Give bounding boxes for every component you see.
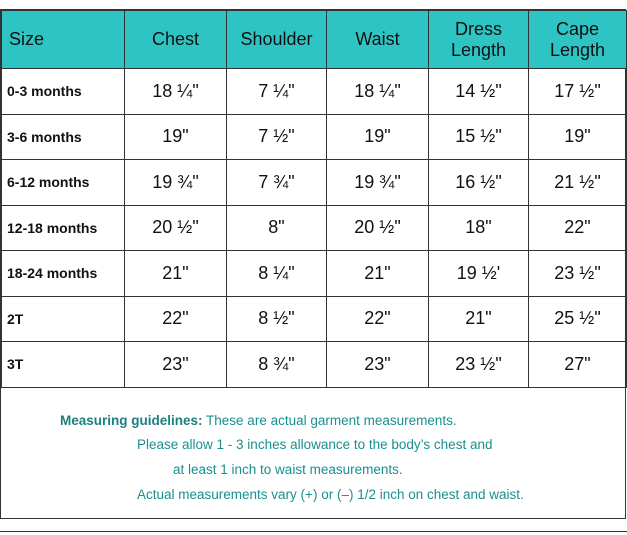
header-text: Chest [151,29,200,49]
measurement-cell: 20 ½" [327,205,429,251]
header-text: Length [549,39,606,60]
measurement-cell: 7 ½" [227,114,327,160]
size-label-cell: 3T [2,342,125,388]
guideline-lead: Measuring guidelines: [60,413,203,428]
header-text: Waist [355,29,400,49]
measurement-cell: 19" [327,114,429,160]
measurement-cell: 21" [125,251,227,297]
guideline-text-1: These are actual garment measurements. [202,413,457,428]
measurement-cell: 23" [327,342,429,388]
measurement-cell: 21 ½" [529,160,627,206]
size-label-cell: 18-24 months [2,251,125,297]
measurement-cell: 18 ¼" [125,69,227,115]
measurement-cell: 16 ½" [429,160,529,206]
table-row [2,251,627,297]
header-text: Dress [454,18,502,39]
guideline-line-3: at least 1 inch to waist measurements. [173,462,403,477]
table-row [2,160,627,206]
size-label-cell: 0-3 months [2,69,125,115]
measurement-cell: 25 ½" [529,296,627,342]
table-row [2,205,627,251]
column-header-cape-length [529,11,627,69]
measurement-cell: 14 ½" [429,69,529,115]
measurement-cell: 22" [327,296,429,342]
column-header-size [2,11,125,69]
guideline-line-1 [60,413,457,428]
header-text: Cape [555,18,600,39]
bottom-rule [0,531,627,532]
measurement-cell: 15 ½" [429,114,529,160]
measurement-cell: 7 ¾" [227,160,327,206]
measurement-cell: 18" [429,205,529,251]
table-row [2,114,627,160]
measurement-cell: 21" [327,251,429,297]
column-header-dress-length [429,11,529,69]
size-label-cell: 2T [2,296,125,342]
header-text: Size [9,29,45,49]
measurement-cell: 19" [529,114,627,160]
measurement-cell: 27" [529,342,627,388]
table-row [2,296,627,342]
column-header-waist [327,11,429,69]
measuring-guidelines [1,386,625,518]
measurement-cell: 8 ½" [227,296,327,342]
measurement-cell: 19 ¾" [125,160,227,206]
measurement-cell: 21" [429,296,529,342]
measurement-cell: 22" [529,205,627,251]
measurement-cell: 23" [125,342,227,388]
measurement-cell: 19 ¾" [327,160,429,206]
size-label-cell: 3-6 months [2,114,125,160]
measurement-cell: 20 ½" [125,205,227,251]
header-text: Length [450,39,507,60]
measurement-cell: 23 ½" [429,342,529,388]
guideline-line-4: Actual measurements vary (+) or (–) 1/2 inch on chest and waist. [137,487,524,502]
measurement-cell: 8 ¼" [227,251,327,297]
size-label-cell: 6-12 months [2,160,125,206]
header-text: Shoulder [240,29,313,49]
measurement-cell: 22" [125,296,227,342]
measurement-cell: 18 ¼" [327,69,429,115]
table-row [2,69,627,115]
size-label-cell: 12-18 months [2,205,125,251]
measurement-cell: 8" [227,205,327,251]
guideline-line-2: Please allow 1 - 3 inches allowance to the body’s chest and [137,437,493,452]
column-header-chest [125,11,227,69]
table-row [2,342,627,388]
header-row [2,11,627,69]
measurement-cell: 23 ½" [529,251,627,297]
measurement-cell: 19 ½' [429,251,529,297]
measurement-cell: 19" [125,114,227,160]
size-chart-frame [0,9,626,519]
column-header-shoulder [227,11,327,69]
measurement-cell: 8 ¾" [227,342,327,388]
measurement-cell: 17 ½" [529,69,627,115]
size-chart-table [1,10,627,388]
measurement-cell: 7 ¼" [227,69,327,115]
table-body [2,69,627,388]
